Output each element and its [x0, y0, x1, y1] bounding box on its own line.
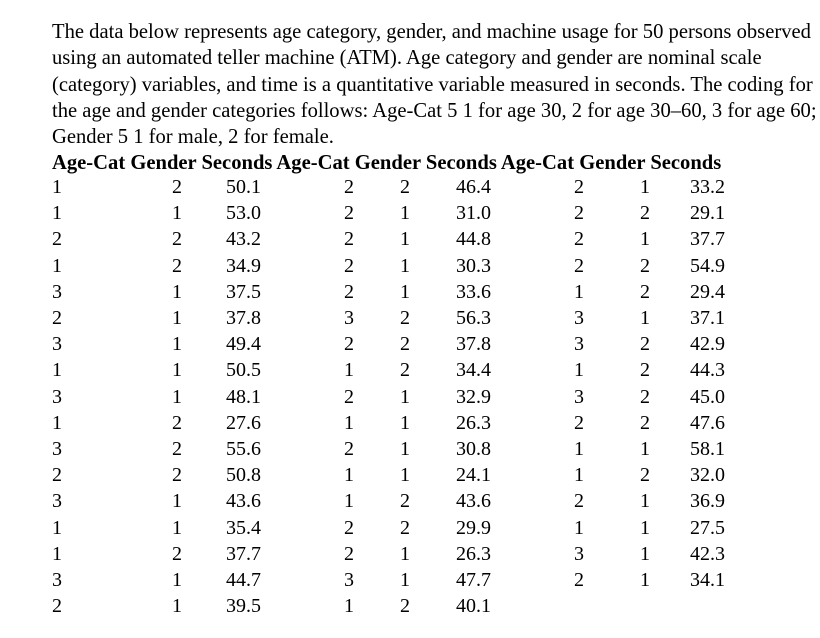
cell-gender-group3: 2 — [640, 464, 650, 487]
cell-seconds-group2: 31.0 — [456, 202, 491, 225]
cell-seconds-group2: 34.4 — [456, 359, 491, 382]
cell-age-cat-group1: 2 — [52, 595, 62, 618]
cell-age-cat-group3: 2 — [574, 254, 584, 277]
cell-gender-group3: 1 — [640, 438, 650, 460]
cell-age-cat-group1: 1 — [52, 542, 62, 565]
cell-gender-group1: 1 — [172, 333, 182, 356]
cell-gender-group1: 1 — [172, 490, 182, 513]
cell-seconds-group2: 40.1 — [456, 595, 491, 618]
cell-age-cat-group2: 2 — [344, 280, 354, 303]
cell-age-cat-group2: 1 — [344, 359, 354, 382]
cell-seconds-group1: 37.8 — [226, 307, 261, 329]
cell-gender-group1: 1 — [172, 516, 182, 539]
cell-age-cat-group2: 2 — [344, 228, 354, 251]
cell-gender-group3: 1 — [640, 307, 650, 329]
cell-seconds-group3: 42.3 — [690, 542, 725, 565]
cell-gender-group3: 2 — [640, 254, 650, 277]
cell-gender-group2: 1 — [400, 228, 410, 251]
cell-seconds-group1: 37.7 — [226, 542, 261, 565]
cell-age-cat-group1: 1 — [52, 254, 62, 277]
cell-age-cat-group3: 2 — [574, 228, 584, 251]
cell-seconds-group2: 46.4 — [456, 176, 491, 198]
cell-seconds-group2: 30.3 — [456, 254, 491, 277]
cell-gender-group2: 1 — [400, 438, 410, 460]
cell-gender-group2: 1 — [400, 385, 410, 408]
cell-age-cat-group2: 2 — [344, 438, 354, 460]
cell-seconds-group1: 53.0 — [226, 202, 261, 225]
cell-age-cat-group3: 2 — [574, 569, 584, 591]
cell-age-cat-group3: 1 — [574, 464, 584, 487]
cell-seconds-group3: 37.1 — [690, 307, 725, 329]
cell-age-cat-group1: 2 — [52, 307, 62, 329]
cell-gender-group2: 1 — [400, 464, 410, 487]
cell-seconds-group1: 39.5 — [226, 595, 261, 618]
cell-age-cat-group3: 3 — [574, 333, 584, 356]
cell-age-cat-group3: 3 — [574, 385, 584, 408]
cell-age-cat-group1: 1 — [52, 359, 62, 382]
cell-gender-group1: 1 — [172, 307, 182, 329]
cell-gender-group1: 2 — [172, 438, 182, 460]
cell-seconds-group1: 50.1 — [226, 176, 261, 198]
cell-age-cat-group1: 1 — [52, 202, 62, 225]
cell-gender-group1: 2 — [172, 176, 182, 198]
cell-age-cat-group1: 1 — [52, 411, 62, 434]
cell-age-cat-group1: 1 — [52, 516, 62, 539]
cell-gender-group2: 1 — [400, 254, 410, 277]
cell-seconds-group2: 29.9 — [456, 516, 491, 539]
cell-seconds-group1: 48.1 — [226, 385, 261, 408]
cell-gender-group1: 1 — [172, 385, 182, 408]
cell-gender-group3: 1 — [640, 516, 650, 539]
cell-seconds-group2: 26.3 — [456, 411, 491, 434]
cell-age-cat-group1: 1 — [52, 176, 62, 198]
cell-gender-group3: 1 — [640, 228, 650, 251]
cell-gender-group2: 1 — [400, 569, 410, 591]
cell-gender-group3: 2 — [640, 359, 650, 382]
cell-gender-group2: 2 — [400, 307, 410, 329]
cell-seconds-group3: 27.5 — [690, 516, 725, 539]
cell-age-cat-group3: 1 — [574, 516, 584, 539]
cell-seconds-group2: 30.8 — [456, 438, 491, 460]
cell-age-cat-group2: 2 — [344, 202, 354, 225]
cell-seconds-group1: 37.5 — [226, 280, 261, 303]
cell-gender-group3: 2 — [640, 202, 650, 225]
cell-age-cat-group2: 1 — [344, 490, 354, 513]
cell-age-cat-group3: 2 — [574, 202, 584, 225]
cell-gender-group2: 2 — [400, 359, 410, 382]
cell-gender-group3: 1 — [640, 490, 650, 513]
cell-age-cat-group2: 2 — [344, 176, 354, 198]
cell-gender-group2: 2 — [400, 490, 410, 513]
cell-gender-group2: 1 — [400, 411, 410, 434]
cell-age-cat-group2: 2 — [344, 254, 354, 277]
cell-age-cat-group2: 1 — [344, 464, 354, 487]
cell-seconds-group1: 49.4 — [226, 333, 261, 356]
cell-seconds-group2: 56.3 — [456, 307, 491, 329]
cell-age-cat-group1: 3 — [52, 385, 62, 408]
cell-age-cat-group2: 3 — [344, 569, 354, 591]
cell-age-cat-group3: 1 — [574, 438, 584, 460]
cell-seconds-group3: 58.1 — [690, 438, 725, 460]
cell-age-cat-group3: 2 — [574, 411, 584, 434]
cell-seconds-group3: 34.1 — [690, 569, 725, 591]
cell-gender-group1: 1 — [172, 359, 182, 382]
cell-seconds-group1: 34.9 — [226, 254, 261, 277]
cell-gender-group1: 2 — [172, 464, 182, 487]
cell-gender-group1: 2 — [172, 542, 182, 565]
cell-gender-group1: 1 — [172, 202, 182, 225]
cell-age-cat-group2: 2 — [344, 333, 354, 356]
cell-seconds-group2: 47.7 — [456, 569, 491, 591]
cell-age-cat-group2: 2 — [344, 385, 354, 408]
cell-seconds-group1: 43.6 — [226, 490, 261, 513]
cell-seconds-group3: 54.9 — [690, 254, 725, 277]
cell-gender-group3: 2 — [640, 411, 650, 434]
cell-age-cat-group3: 3 — [574, 542, 584, 565]
cell-age-cat-group3: 2 — [574, 176, 584, 198]
cell-seconds-group2: 44.8 — [456, 228, 491, 251]
cell-age-cat-group3: 1 — [574, 280, 584, 303]
cell-age-cat-group1: 3 — [52, 438, 62, 460]
cell-seconds-group2: 24.1 — [456, 464, 491, 487]
cell-age-cat-group1: 3 — [52, 490, 62, 513]
cell-seconds-group1: 55.6 — [226, 438, 261, 460]
cell-age-cat-group3: 2 — [574, 490, 584, 513]
cell-age-cat-group2: 1 — [344, 595, 354, 618]
cell-age-cat-group1: 2 — [52, 228, 62, 251]
cell-seconds-group1: 50.8 — [226, 464, 261, 487]
cell-gender-group1: 2 — [172, 411, 182, 434]
cell-seconds-group3: 47.6 — [690, 411, 725, 434]
cell-seconds-group1: 44.7 — [226, 569, 261, 591]
cell-seconds-group2: 37.8 — [456, 333, 491, 356]
cell-seconds-group1: 27.6 — [226, 411, 261, 434]
cell-age-cat-group2: 2 — [344, 516, 354, 539]
cell-gender-group3: 2 — [640, 333, 650, 356]
cell-seconds-group3: 33.2 — [690, 176, 725, 198]
cell-gender-group2: 1 — [400, 542, 410, 565]
cell-age-cat-group3: 1 — [574, 359, 584, 382]
intro-paragraph: The data below represents age category, gender, and machine usage for 50 persons observed using an automated teller machine (ATM). Age category and gender are nominal scale (category) variables, and time is a quantitative variable measured in seconds. The coding for the age and gender categories follows: Age-Cat 5 1 for age 30, 2 for age 30–60, 3 for age 60; Gender 5 1 for male, 2 for female. — [52, 21, 817, 149]
cell-age-cat-group2: 1 — [344, 411, 354, 434]
cell-gender-group1: 2 — [172, 254, 182, 277]
cell-seconds-group1: 35.4 — [226, 516, 261, 539]
cell-gender-group1: 1 — [172, 569, 182, 591]
cell-gender-group1: 1 — [172, 595, 182, 618]
cell-seconds-group2: 32.9 — [456, 385, 491, 408]
cell-seconds-group3: 36.9 — [690, 490, 725, 513]
cell-gender-group3: 1 — [640, 542, 650, 565]
cell-seconds-group3: 29.4 — [690, 280, 725, 303]
cell-gender-group2: 1 — [400, 202, 410, 225]
cell-seconds-group2: 33.6 — [456, 280, 491, 303]
cell-seconds-group3: 44.3 — [690, 359, 725, 382]
cell-seconds-group1: 50.5 — [226, 359, 261, 382]
cell-age-cat-group1: 3 — [52, 280, 62, 303]
table-header: Age-Cat Gender Seconds Age-Cat Gender Seconds Age-Cat Gender Seconds — [52, 152, 722, 174]
cell-seconds-group2: 43.6 — [456, 490, 491, 513]
cell-age-cat-group3: 3 — [574, 307, 584, 329]
cell-seconds-group3: 37.7 — [690, 228, 725, 251]
cell-seconds-group1: 43.2 — [226, 228, 261, 251]
cell-seconds-group3: 29.1 — [690, 202, 725, 225]
cell-seconds-group3: 42.9 — [690, 333, 725, 356]
cell-gender-group1: 1 — [172, 280, 182, 303]
cell-gender-group2: 2 — [400, 595, 410, 618]
cell-gender-group2: 1 — [400, 280, 410, 303]
cell-seconds-group3: 32.0 — [690, 464, 725, 487]
cell-gender-group3: 2 — [640, 280, 650, 303]
cell-age-cat-group1: 3 — [52, 569, 62, 591]
cell-seconds-group3: 45.0 — [690, 385, 725, 408]
cell-age-cat-group2: 3 — [344, 307, 354, 329]
cell-gender-group1: 2 — [172, 228, 182, 251]
cell-gender-group3: 1 — [640, 176, 650, 198]
cell-gender-group2: 2 — [400, 516, 410, 539]
cell-gender-group3: 2 — [640, 385, 650, 408]
cell-gender-group2: 2 — [400, 176, 410, 198]
cell-seconds-group2: 26.3 — [456, 542, 491, 565]
cell-age-cat-group2: 2 — [344, 542, 354, 565]
cell-gender-group3: 1 — [640, 569, 650, 591]
cell-age-cat-group1: 2 — [52, 464, 62, 487]
cell-gender-group2: 2 — [400, 333, 410, 356]
cell-age-cat-group1: 3 — [52, 333, 62, 356]
